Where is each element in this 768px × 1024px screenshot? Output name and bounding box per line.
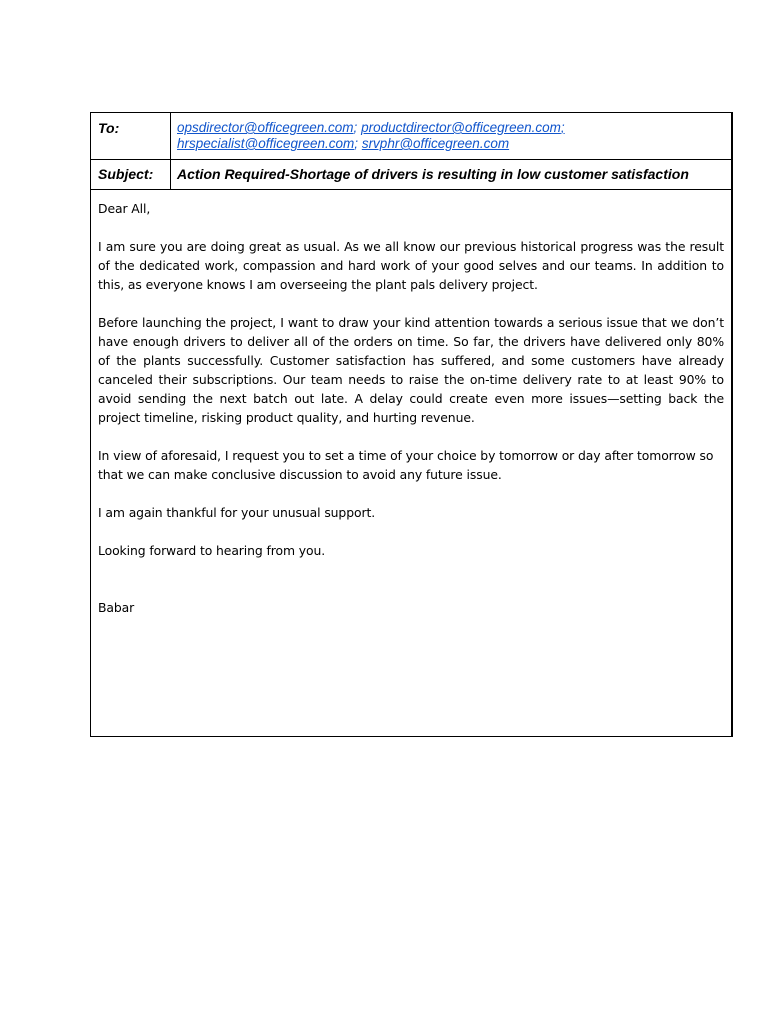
greeting: Dear All,	[98, 201, 151, 216]
recipient-email[interactable]: productdirector@officegreen.com	[361, 120, 561, 135]
recipient-email[interactable]: opsdirector@officegreen.com	[177, 120, 354, 135]
closing-line: Looking forward to hearing from you.	[98, 543, 326, 558]
recipient-email[interactable]: hrspecialist@officegreen.com	[177, 136, 355, 151]
signature: Babar	[98, 600, 135, 615]
recipient-email[interactable]: srvphr@officegreen.com	[361, 136, 510, 151]
recipient-separator: ;	[353, 120, 358, 135]
subject-text: Action Required-Shortage of drivers is resulting in low customer satisfaction	[177, 166, 689, 182]
subject-value	[171, 160, 731, 189]
message-body	[91, 190, 731, 617]
email-memo	[90, 112, 733, 737]
body-paragraph: I am sure you are doing great as usual. As we all know our previous historical progress was the result of the dedicated work, compassion and hard work of your good selves and our teams. In addition to this, as everyone knows I am overseeing the plant pals delivery project.	[98, 239, 724, 292]
recipient-separator: ;	[354, 136, 359, 151]
recipients-list	[171, 113, 731, 159]
to-label: To:	[91, 113, 171, 159]
recipient-separator: ;	[560, 120, 565, 135]
subject-label: Subject:	[91, 160, 171, 189]
body-paragraph: I am again thankful for your unusual support.	[98, 505, 376, 520]
subject-row	[91, 160, 731, 190]
to-row	[91, 113, 731, 160]
body-paragraph: Before launching the project, I want to draw your kind attention towards a serious issue that we don’t have enough drivers to deliver all of the orders on time. So far, the drivers have delivered only 80% of the plants successfully. Customer satisfaction has suffered, and some customers have already canceled their subscriptions. Our team needs to raise the on-time delivery rate to at least 90% to avoid sending the next batch out late. A delay could create even more issues—setting back the project timeline, risking product quality, and hurting revenue.	[98, 315, 724, 425]
body-paragraph: In view of aforesaid, I request you to set a time of your choice by tomorrow or day after tomorrow so that we can make conclusive discussion to avoid any future issue.	[98, 448, 714, 482]
